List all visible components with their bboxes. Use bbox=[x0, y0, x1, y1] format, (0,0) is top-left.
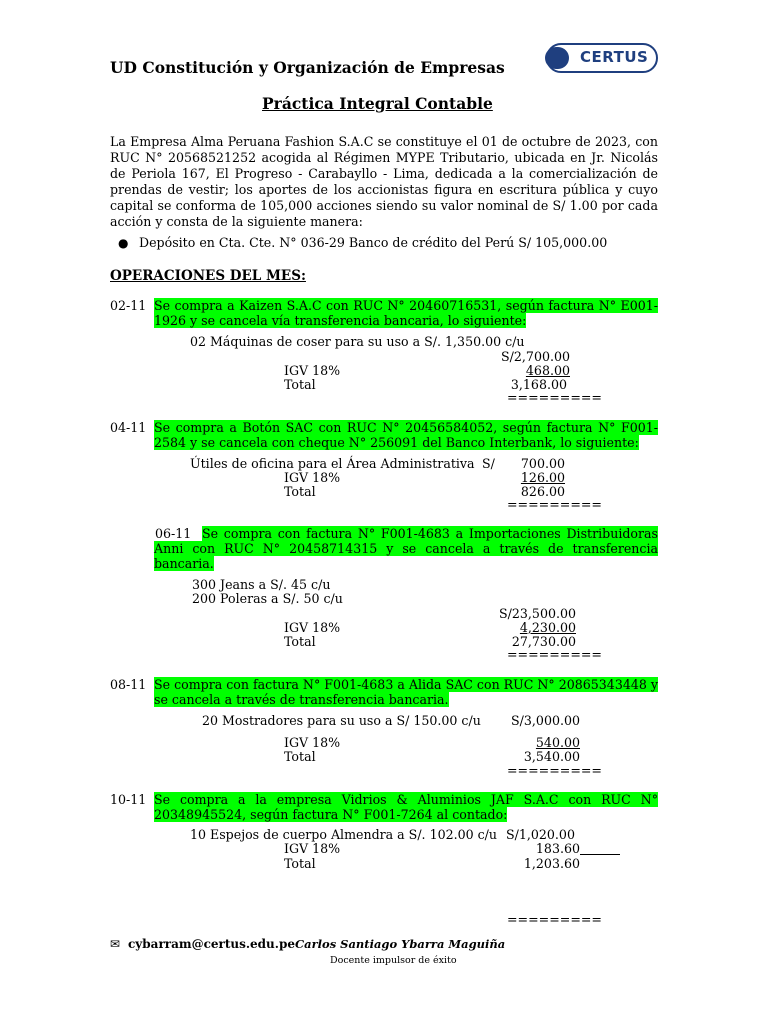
footer-teacher: Carlos Santiago Ybarra Maguiña bbox=[295, 937, 506, 951]
logo-mark-icon bbox=[545, 47, 569, 69]
intro-paragraph: La Empresa Alma Peruana Fashion S.A.C se constituye el 01 de octubre de 2023, con RUC N° 20568521252 acogida al Régimen MYPE Tributario, ubicada en Jr. Nicolás de Periola 167, El Progreso - Carabayllo - Lima, dedicada a la comercialización de prendas de vestir; los aportes de los accionistas figura en escritura pública y cuyo capital se conforma de 105,000 acciones siendo su valor nominal de S/ 1.00 por cada acción y consta de la siguiente manera: bbox=[110, 134, 658, 229]
page-title: Práctica Integral Contable bbox=[262, 94, 493, 113]
igv-label: IGV 18% bbox=[284, 841, 341, 856]
operation-item: Útiles de oficina para el Área Administrativa bbox=[190, 456, 475, 471]
operation-date: 04-11 bbox=[110, 420, 147, 435]
igv-underline bbox=[580, 854, 620, 855]
operation-subtotal: S/23,500.00 bbox=[499, 606, 576, 621]
igv-label: IGV 18% bbox=[284, 470, 341, 485]
operation-igv: 4,230.00 bbox=[519, 620, 576, 635]
operation-igv: 468.00 bbox=[525, 363, 570, 378]
total-label: Total bbox=[284, 484, 316, 499]
operation-total: 1,203.60 bbox=[523, 856, 580, 871]
double-rule: ========= bbox=[507, 647, 602, 662]
logo-text: CERTUS bbox=[580, 48, 649, 66]
double-rule: ========= bbox=[507, 912, 602, 927]
double-rule: ========= bbox=[507, 390, 602, 405]
total-label: Total bbox=[284, 856, 316, 871]
operation-igv: 540.00 bbox=[535, 735, 580, 750]
operation-igv: 126.00 bbox=[520, 470, 565, 485]
igv-label: IGV 18% bbox=[284, 620, 341, 635]
footer-role: Docente impulsor de éxito bbox=[330, 955, 457, 966]
operation-total: 826.00 bbox=[520, 484, 565, 499]
footer-email[interactable]: cybarram@certus.edu.pe bbox=[128, 937, 295, 951]
operation-subtotal: S/3,000.00 bbox=[511, 713, 580, 728]
mail-icon: ✉ bbox=[110, 937, 121, 951]
operation-date: 08-11 bbox=[110, 677, 147, 692]
operation-description: Se compra a Botón SAC con RUC N° 20456584052, según factura N° F001-2584 y se cancela con cheque N° 256091 del Banco Interbank, lo siguiente: bbox=[154, 420, 658, 450]
capital-deposit: Depósito en Cta. Cte. N° 036-29 Banco de crédito del Perú S/ 105,000.00 bbox=[139, 235, 608, 250]
operation-description: Se compra con factura N° F001-4683 a Alida SAC con RUC N° 20865343448 y se cancela a través de transferencia bancaria. bbox=[154, 677, 658, 707]
operation-item: 02 Máquinas de coser para su uso a S/. 1,350.00 c/u bbox=[190, 334, 525, 349]
operation-item: 300 Jeans a S/. 45 c/u bbox=[192, 577, 331, 592]
total-label: Total bbox=[284, 377, 316, 392]
total-label: Total bbox=[284, 749, 316, 764]
operation-date: 06-11 bbox=[155, 526, 192, 541]
operation-total: 3,540.00 bbox=[523, 749, 580, 764]
operations-title: OPERACIONES DEL MES: bbox=[110, 268, 306, 284]
igv-label: IGV 18% bbox=[284, 735, 341, 750]
currency-label: S/ bbox=[482, 456, 495, 471]
operation-subtotal: S/2,700.00 bbox=[501, 349, 570, 364]
bullet-icon: ● bbox=[118, 236, 129, 250]
operation-date: 02-11 bbox=[110, 298, 147, 313]
total-label: Total bbox=[284, 634, 316, 649]
operation-item: 10 Espejos de cuerpo Almendra a S/. 102.00 c/u bbox=[190, 827, 498, 842]
operation-subtotal: S/1,020.00 bbox=[506, 827, 575, 842]
double-rule: ========= bbox=[507, 497, 602, 512]
double-rule: ========= bbox=[507, 763, 602, 778]
operation-description: Se compra a la empresa Vidrios & Aluminios JAF S.A.C con RUC N° 20348945524, según factura N° F001-7264 al contado: bbox=[154, 792, 658, 822]
operation-item: 20 Mostradores para su uso a S/ 150.00 c/u bbox=[202, 713, 481, 728]
igv-label: IGV 18% bbox=[284, 363, 341, 378]
course-title: UD Constitución y Organización de Empresas bbox=[110, 58, 505, 77]
operation-item: 200 Poleras a S/. 50 c/u bbox=[192, 591, 343, 606]
operation-description: Se compra con factura N° F001-4683 a Importaciones Distribuidoras Anni con RUC N° 20458714315 y se cancela a través de transferencia bancaria. bbox=[154, 526, 658, 571]
operation-total: 27,730.00 bbox=[511, 634, 576, 649]
operation-subtotal: 700.00 bbox=[520, 456, 565, 471]
certus-logo bbox=[546, 43, 658, 73]
operation-date: 10-11 bbox=[110, 792, 147, 807]
operation-igv: 183.60 bbox=[535, 841, 580, 856]
operation-description: Se compra a Kaizen S.A.C con RUC N° 20460716531, según factura N° E001-1926 y se cancela vía transferencia bancaria, lo siguiente: bbox=[154, 298, 658, 328]
operation-total: 3,168.00 bbox=[510, 377, 567, 392]
